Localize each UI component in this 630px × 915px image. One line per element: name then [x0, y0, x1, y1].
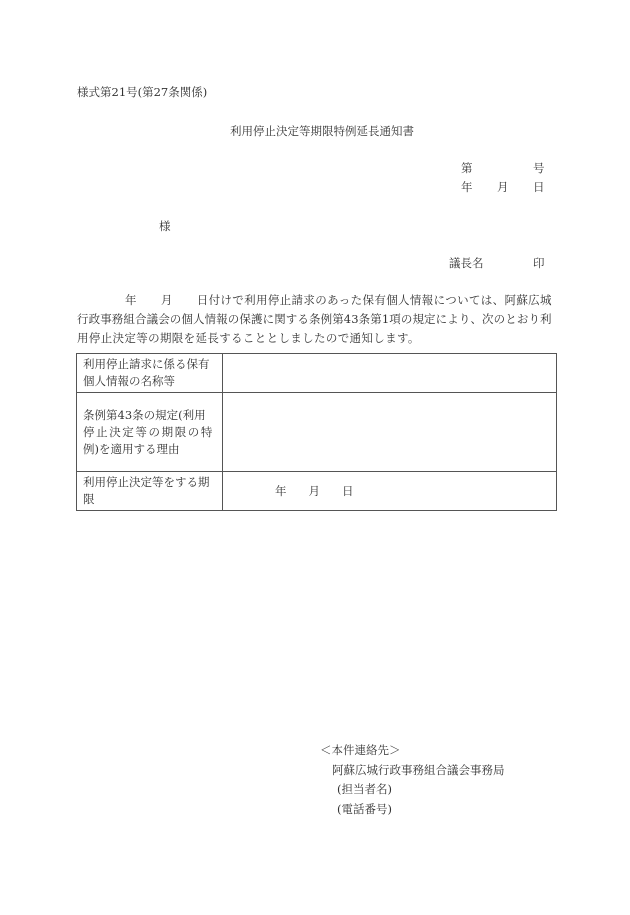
body-line-3: 用停止決定等の期限を延長することとしましたので通知します。 — [77, 331, 420, 345]
reference-number-prefix: 第 — [461, 161, 473, 175]
body-request-year: 年 — [125, 293, 137, 307]
notice-details-table — [76, 353, 557, 511]
contact-person: (担当者名) — [337, 782, 392, 796]
row-label-info-name: 利用停止請求に係る保有 個人情報の名称等 — [77, 354, 223, 393]
issue-date-day: 日 — [533, 180, 545, 194]
form-number: 様式第21号(第27条関係) — [77, 85, 208, 99]
row-value-deadline — [223, 472, 557, 511]
deadline-month: 月 — [308, 483, 320, 498]
row-label-reason: 条例第43条の規定(利用 停止決定等の期限の特 例)を適用する理由 — [77, 393, 223, 472]
body-line-2: 行政事務組合議会の個人情報の保護に関する条例第43条第1項の規定により、次のとおり利 — [77, 312, 552, 326]
row-value-info-name — [223, 354, 557, 393]
notice-body — [77, 291, 559, 348]
table-row — [77, 393, 557, 472]
issue-date-month: 月 — [497, 180, 509, 194]
contact-office: 阿蘇広城行政事務組合議会事務局 — [332, 762, 505, 777]
issue-date-year: 年 — [461, 180, 473, 194]
addressee-honorific: 様 — [159, 219, 171, 233]
table-row — [77, 472, 557, 511]
document-title: 利用停止決定等期限特例延長通知書 — [230, 124, 414, 138]
contact-heading: ＜本件連絡先＞ — [320, 743, 401, 757]
body-line-1: 年 月 日付けで利用停止請求のあった保有個人情報については、阿蘇広城 — [125, 293, 552, 307]
row-label-deadline: 利用停止決定等をする期 限 — [77, 472, 223, 511]
body-request-month: 月 — [160, 293, 173, 307]
chair-name-label: 議長名 — [449, 256, 484, 270]
seal-mark: 印 — [533, 256, 545, 270]
contact-block — [320, 741, 505, 819]
deadline-year: 年 — [275, 483, 287, 498]
row-value-reason — [223, 393, 557, 472]
deadline-day: 日 — [342, 483, 354, 498]
contact-phone: (電話番号) — [337, 801, 392, 816]
reference-number-suffix: 号 — [533, 161, 545, 175]
table-row — [77, 354, 557, 393]
